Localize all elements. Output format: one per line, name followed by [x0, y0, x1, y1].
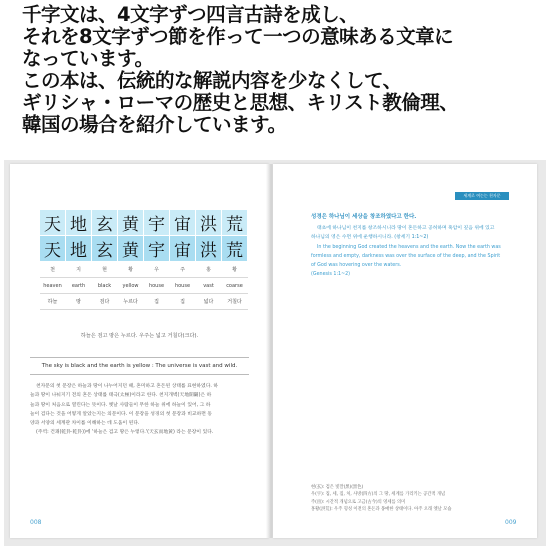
meaning-row — [40, 294, 248, 310]
english-cell: house — [170, 278, 196, 294]
body-line: (주역: 건괘(乾卦·乾卦))에 '하늘은 검고 땅은 누렇다.'(天玄而地黃) 라는 문장이 있다. — [36, 430, 214, 436]
reading-cell: 황 — [118, 262, 144, 278]
right-title: 성경은 하나님이 세상을 창조하였다고 한다. — [311, 214, 417, 220]
hanja-cell: 宇 — [144, 236, 170, 262]
hanja-row — [40, 210, 248, 236]
english-line: formless and empty, darkness was over the surface of the deep, and the Spirit — [311, 253, 501, 259]
right-body-text — [311, 224, 517, 280]
meaning-cell: 검다 — [92, 294, 118, 310]
english-cell: coarse — [222, 278, 248, 294]
meaning-cell: 넓다 — [196, 294, 222, 310]
english-cell: black — [92, 278, 118, 294]
reading-cell: 천 — [40, 262, 66, 278]
footnote: 현(玄): 검은 빛깔(黑)(黑色) — [311, 485, 364, 490]
hanja-cell: 天 — [40, 236, 66, 262]
english-translation: The sky is black and the earth is yellow : The universe is vast and wild. — [30, 357, 249, 375]
body-line: 하나님의 영은 수면 위에 운행하시니라. (창세기 1:1~2) — [311, 235, 429, 241]
hanja-table — [39, 209, 248, 310]
body-line: 늘과 땅이 처음으로 열린다는 뜻이다. 옛날 사람들이 무한 하늘 위에 하늘이 있어, 그 하 — [30, 402, 211, 408]
reading-cell: 지 — [66, 262, 92, 278]
hanja-cell: 玄 — [92, 236, 118, 262]
hanja-cell: 天 — [40, 210, 66, 236]
page-number-right: 009 — [505, 519, 517, 526]
footnote: 우(宇): 집, 세, 집, 처, 사방(四方)의 그 땅, 세계를 가리키는 공간적 개념 — [311, 492, 446, 498]
right-page — [273, 164, 537, 538]
hanja-cell: 地 — [66, 236, 92, 262]
hanja-cell: 宇 — [144, 210, 170, 236]
footnote: 주(宙): 시간적 개념으로 고금(古今)의 영세를 의미 — [311, 499, 406, 505]
english-cell: earth — [66, 278, 92, 294]
translation-caption: 하늘은 검고 땅은 누르다. 우주는 넓고 거칠다(크다). — [80, 333, 199, 339]
left-page — [10, 164, 269, 538]
hanja-cell: 黄 — [118, 236, 144, 262]
body-line: 태초에 하나님이 천지를 창조하시니라 땅이 혼돈하고 공허하며 흑암이 깊음 위에 있고 — [317, 226, 495, 231]
meaning-cell: 누르다 — [118, 294, 144, 310]
english-cell: house — [144, 278, 170, 294]
reading-cell: 현 — [92, 262, 118, 278]
section-tag: 세계로 여는는 천자문 — [455, 192, 509, 200]
headline-line: それを8文字ずつ節を作って一つの意味ある文章に — [22, 25, 454, 48]
meaning-cell: 거칠다 — [222, 294, 248, 310]
body-line: 양과 서양의 세계관 차이를 이해하는 데 도움이 된다. — [30, 421, 140, 427]
hanja-row — [40, 236, 248, 262]
hanja-cell: 黄 — [118, 210, 144, 236]
english-cell: yellow — [118, 278, 144, 294]
headline-line: この本は、伝統的な解説内容を少なくして、 — [22, 69, 402, 92]
reading-cell: 주 — [170, 262, 196, 278]
hanja-cell: 荒 — [222, 236, 248, 262]
meaning-cell: 집 — [170, 294, 196, 310]
headline-line: 韓国の場合を紹介しています。 — [22, 113, 287, 136]
hanja-cell: 地 — [66, 210, 92, 236]
footnote: 홍황(洪荒): 우주 형성 이전의 혼돈과 몽매한 상태이다. 아주 오래 옛날 모습 — [311, 506, 452, 512]
reading-cell: 우 — [144, 262, 170, 278]
hanja-cell: 宙 — [170, 210, 196, 236]
english-line: In the beginning God created the heavens and the earth. Now the earth was — [317, 244, 501, 250]
english-line: (Genesis 1:1~2) — [311, 272, 351, 278]
body-line: 천자문의 첫 문장은 하늘과 땅이 나누어지던 때, 혼미하고 혼돈된 상태를 표현하였다. 하 — [36, 384, 219, 389]
english-cell: heaven — [40, 278, 66, 294]
hanja-cell: 洪 — [196, 210, 222, 236]
hanja-cell: 洪 — [196, 236, 222, 262]
hanja-cell: 玄 — [92, 210, 118, 236]
hanja-cell: 宙 — [170, 236, 196, 262]
page-number-left: 008 — [30, 519, 42, 526]
body-line: 늘이 검다는 것을 어떻게 알았는지는 의문이다. 이 문장을 성경의 첫 문장과 비교하면 동 — [30, 411, 213, 417]
english-cell: vast — [196, 278, 222, 294]
korean-reading-row — [40, 262, 248, 278]
meaning-cell: 하늘 — [40, 294, 66, 310]
headline-line: ギリシャ・ローマの歴史と思想、キリスト教倫理、 — [22, 91, 459, 114]
body-line: 늘과 땅이 나눠지기 전의 혼돈 상태를 태극(太極)이라고 한다. 천지개벽(天地開闢)은 하 — [30, 393, 212, 399]
english-row — [40, 278, 248, 294]
headline-line: 千字文は、4文字ずつ四言古詩を成し、 — [22, 3, 359, 26]
headline — [22, 4, 542, 136]
meaning-cell: 땅 — [66, 294, 92, 310]
footnotes — [311, 484, 521, 513]
open-book-photo — [4, 160, 546, 546]
meaning-cell: 집 — [144, 294, 170, 310]
headline-line: なっています。 — [22, 47, 154, 70]
hanja-cell: 荒 — [222, 210, 248, 236]
reading-cell: 홍 — [196, 262, 222, 278]
left-body-text — [30, 382, 252, 438]
reading-cell: 황 — [222, 262, 248, 278]
english-line: of God was hovering over the waters. — [311, 263, 402, 269]
